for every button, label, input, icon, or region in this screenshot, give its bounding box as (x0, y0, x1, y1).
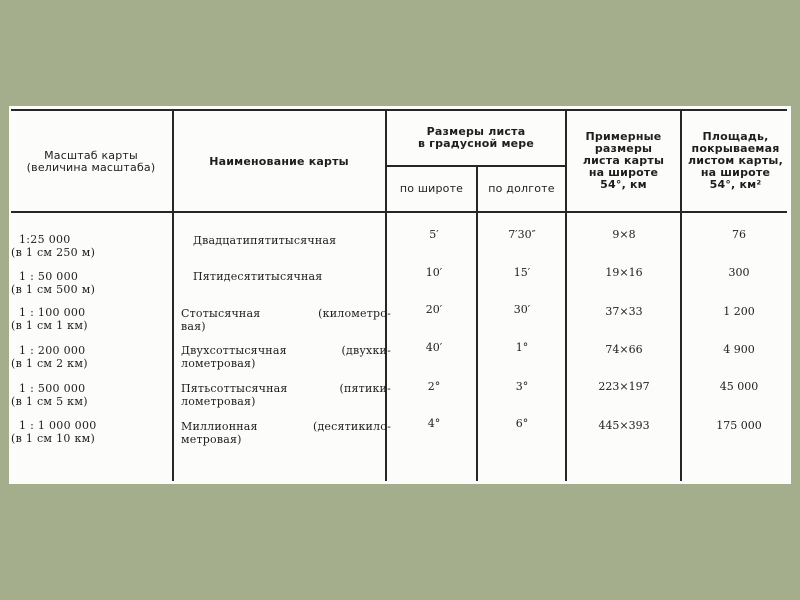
header-divider (385, 165, 565, 167)
header-approx-size-line: на широте (588, 166, 659, 179)
map-name (193, 270, 403, 283)
scale-note: (в 1 см 5 км) (11, 395, 88, 408)
header-approx-size (567, 131, 680, 191)
header-area (682, 131, 789, 191)
table-row-scale (11, 382, 171, 408)
scale-note: (в 1 см 1 км) (11, 319, 88, 332)
latitude-value: 4° (427, 417, 441, 430)
header-approx-size-line: листа карты (582, 154, 665, 167)
area-value: 45 000 (719, 380, 759, 393)
scale-value: 1 : 100 000 (19, 306, 86, 319)
longitude-value: 3° (515, 380, 529, 393)
table-row-scale (11, 306, 171, 332)
map-name-line: Пятьсоттысячная (пятики- (181, 382, 391, 395)
header-sheet-size-line: Размеры листа (426, 125, 526, 138)
map-name (181, 307, 391, 333)
scale-value: 1:25 000 (19, 233, 71, 246)
header-by-longitude: по долготе (488, 182, 555, 195)
sheet-size-value: 9×8 (612, 228, 636, 241)
table-row-scale (11, 233, 171, 259)
area-value: 1 200 (723, 305, 755, 318)
table-row-scale (11, 419, 171, 445)
area-value: 4 900 (723, 343, 755, 356)
header-area-line: Площадь, (702, 130, 769, 143)
map-name-line: Двадцатипятитысячная (193, 234, 337, 247)
longitude-value: 7′30″ (508, 228, 536, 241)
sheet-size-value: 445×393 (598, 419, 650, 432)
longitude-value: 30′ (513, 303, 531, 316)
table-sheet (9, 106, 791, 484)
scale-value: 1 : 1 000 000 (19, 419, 97, 432)
scale-note: (в 1 см 10 км) (11, 432, 96, 445)
longitude-value: 6° (515, 417, 529, 430)
header-area-line: 54°, км² (709, 178, 762, 191)
area-value: 300 (728, 266, 750, 279)
area-value: 175 000 (716, 419, 762, 432)
scale-note: (в 1 см 500 м) (11, 283, 96, 296)
sheet-size-value: 19×16 (605, 266, 643, 279)
top-rule (11, 109, 787, 111)
table-row-scale (11, 270, 171, 296)
map-name (181, 420, 391, 446)
header-approx-size-line: размеры (594, 142, 653, 155)
header-area-line: покрываемая (691, 142, 780, 155)
header-area-line: листом карты, (688, 154, 783, 167)
latitude-value: 2° (427, 380, 441, 393)
scale-value: 1 : 200 000 (19, 344, 86, 357)
header-sheet-size-line: в градусной мере (417, 137, 535, 150)
map-name-line: лометровая) (181, 395, 256, 408)
longitude-value: 15′ (513, 266, 531, 279)
map-name-line: Стотысячная (километро- (181, 307, 391, 320)
table-row-scale (11, 344, 171, 370)
header-sheet-size (387, 126, 565, 150)
map-name-line: Миллионная (десятикило- (181, 420, 391, 433)
area-value: 76 (732, 228, 746, 241)
header-by-latitude: по широте (399, 182, 464, 195)
header-scale-line: Масштаб карты (44, 149, 138, 162)
header-bottom-rule (11, 211, 787, 213)
map-name-line: Двухсоттысячная (двухки- (181, 344, 391, 357)
sheet-size-value: 74×66 (605, 343, 643, 356)
header-approx-size-line: 54°, км (600, 178, 647, 191)
map-name-line: вая) (181, 320, 206, 333)
longitude-value: 1° (515, 341, 529, 354)
header-area-line: на широте (700, 166, 771, 179)
column-divider (476, 165, 478, 481)
map-name-line: лометровая) (181, 357, 256, 370)
sheet-size-value: 37×33 (605, 305, 643, 318)
latitude-value: 20′ (425, 303, 443, 316)
map-name (181, 382, 391, 408)
latitude-value: 40′ (425, 341, 443, 354)
map-name (193, 234, 403, 247)
header-name: Наименование карты (209, 155, 349, 168)
scale-note: (в 1 см 250 м) (11, 246, 96, 259)
sheet-size-value: 223×197 (598, 380, 650, 393)
latitude-value: 5′ (429, 228, 439, 241)
header-approx-size-line: Примерные (585, 130, 662, 143)
map-name-line: метровая) (181, 433, 242, 446)
scale-value: 1 : 500 000 (19, 382, 86, 395)
map-name (181, 344, 391, 370)
header-scale (11, 150, 171, 174)
header-scale-line: (величина масштаба) (26, 161, 156, 174)
scale-value: 1 : 50 000 (19, 270, 79, 283)
latitude-value: 10′ (425, 266, 443, 279)
map-name-line: Пятидесятитысячная (193, 270, 323, 283)
scale-note: (в 1 см 2 км) (11, 357, 88, 370)
